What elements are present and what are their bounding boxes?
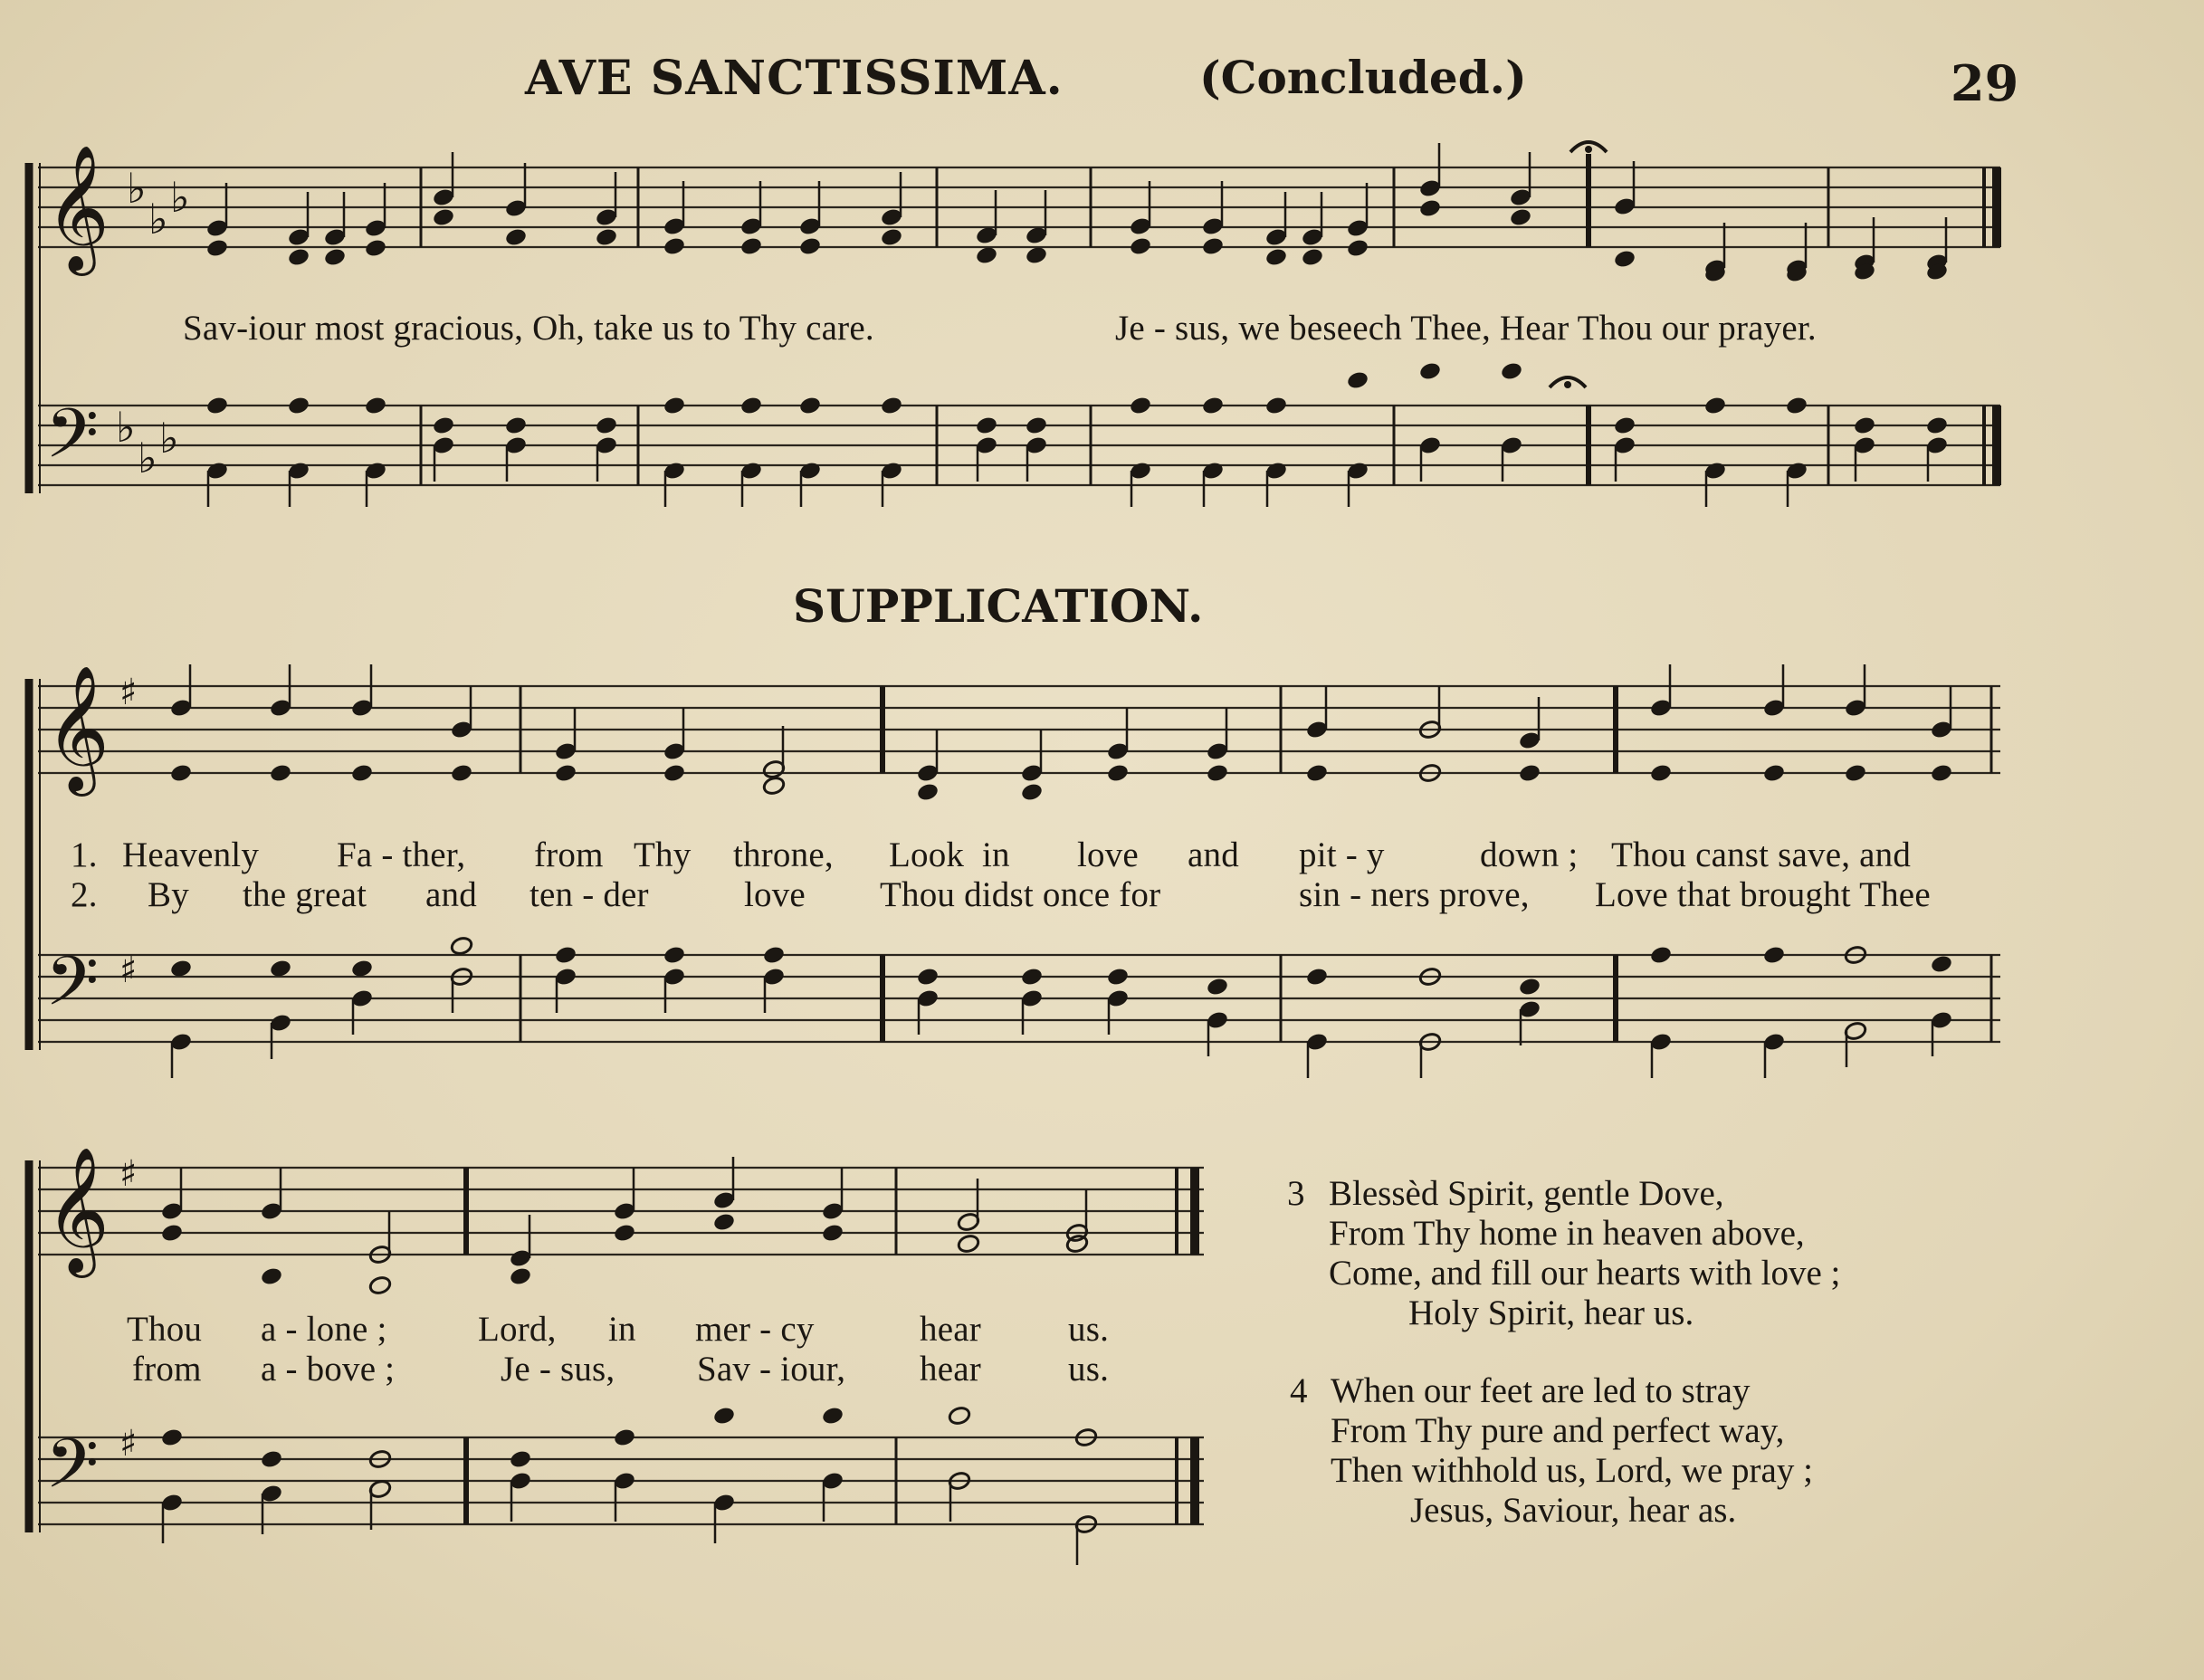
lyric-syllable: from [132,1350,202,1389]
note-head [364,238,387,259]
note-head [1418,361,1442,382]
note-head [1785,396,1808,416]
note-head [287,396,310,416]
note-head [350,763,374,784]
note-head [1346,238,1369,259]
note-head [504,227,528,248]
lyric-syllable: Je - sus, [501,1350,615,1389]
note-head [269,959,292,979]
note-head [1613,415,1636,436]
note-head [169,959,193,979]
lyric-syllable: ten - der [530,875,649,914]
note-head [762,776,786,797]
stanza-line: Jesus, Saviour, hear as. [1410,1491,1737,1530]
hymn-title: SUPPLICATION. [793,579,1204,633]
lyric-syllable: a - lone ; [261,1310,387,1349]
lyric-syllable: Sav - iour, [697,1350,846,1389]
lyric-syllable: Thou [127,1310,203,1349]
note-head [509,1449,532,1470]
note-head [1418,198,1442,219]
note-head [798,396,822,416]
note-head [269,763,292,784]
lyric-syllable: Thou didst once for [880,875,1161,914]
note-head [762,945,786,966]
note-head [663,396,686,416]
note-head [1518,763,1541,784]
svg-text:♯: ♯ [119,1153,138,1195]
note-head [350,959,374,979]
lyric-syllable: love [1077,835,1139,874]
svg-text:♭: ♭ [170,173,190,222]
note-head [1201,236,1225,257]
note-head [613,1223,636,1244]
note-head [364,396,387,416]
note-head [975,415,998,436]
note-head [1020,782,1044,803]
lyric-syllable: Heavenly [122,835,260,874]
note-head [798,236,822,257]
note-head [169,763,193,784]
stanza-number: 4 [1290,1371,1308,1410]
note-head [1518,977,1541,998]
note-head [1106,967,1130,988]
stanza-line: Holy Spirit, hear us. [1408,1293,1694,1332]
note-head [663,945,686,966]
note-head [916,782,940,803]
svg-text:♭: ♭ [127,164,147,213]
note-head [1925,415,1949,436]
ave-lyric-line-2: Je - sus, we beseech Thee, Hear Thou our prayer. [1115,309,1817,348]
ave-lyric-line-1: Sav-iour most gracious, Oh, take us to Thy care. [183,309,874,348]
note-head [916,967,940,988]
lyric-syllable: and [425,875,477,914]
note-head [1106,763,1130,784]
note-head [1305,967,1329,988]
note-head [1509,207,1532,228]
note-head [1613,249,1636,270]
note-head [160,1427,184,1448]
lyric-syllable: throne, [733,835,834,874]
svg-text:♯: ♯ [119,672,138,713]
note-head [260,1449,283,1470]
lyric-syllable: and [1188,835,1239,874]
stanza-line: Come, and fill our hearts with love ; [1329,1254,1841,1293]
note-head [160,1223,184,1244]
note-head [1762,763,1786,784]
lyric-syllable: 1. [71,835,98,874]
note-head [975,245,998,266]
note-head [1129,396,1152,416]
running-subtitle: (Concluded.) [1199,51,1527,104]
note-head [595,227,618,248]
note-head [663,763,686,784]
note-head [739,396,763,416]
note-head [554,763,577,784]
note-head [1025,415,1048,436]
svg-text:𝄢: 𝄢 [45,1424,100,1521]
lyric-syllable: Look [889,835,965,874]
note-head [957,1234,980,1255]
note-head [205,396,229,416]
note-head [287,247,310,268]
page-number: 29 [1951,54,2019,112]
note-head [504,415,528,436]
note-head [1346,370,1369,391]
note-head [1649,763,1673,784]
lyric-syllable: a - bove ; [261,1350,396,1389]
lyric-syllable: in [982,835,1010,874]
note-head [821,1406,844,1427]
note-head [1206,763,1229,784]
stanza-line: Then withhold us, Lord, we pray ; [1331,1451,1813,1490]
lyric-syllable: Fa - ther, [337,835,466,874]
note-head [1500,361,1523,382]
svg-text:♭: ♭ [138,434,157,482]
note-head [613,1427,636,1448]
lyric-syllable: Thou canst save, and [1611,835,1912,874]
note-head [205,238,229,259]
stanza-line: From Thy home in heaven above, [1329,1214,1805,1253]
lyric-syllable: hear [920,1310,981,1349]
note-head [1930,954,1953,975]
note-head [1649,945,1673,966]
note-head [1301,247,1324,268]
fermata-icon [1550,142,1607,387]
lyric-syllable: from [534,835,604,874]
note-head [368,1275,392,1296]
note-head [1201,396,1225,416]
note-head [260,1266,283,1287]
treble-clef-icon [45,145,110,1278]
note-head [509,1266,532,1287]
svg-text:𝄞: 𝄞 [45,1147,110,1273]
note-head [595,415,618,436]
bass-clef-icon [45,394,99,1521]
lyric-syllable: mer - cy [695,1310,815,1349]
note-head [432,207,455,228]
note-head [1305,763,1329,784]
svg-text:𝄞: 𝄞 [45,665,110,791]
stanza-line: When our feet are led to stray [1331,1371,1751,1410]
note-head [880,227,903,248]
note-head [450,763,473,784]
note-head [1844,763,1867,784]
note-head [712,1212,736,1233]
note-head [450,936,473,957]
note-head [432,415,455,436]
note-head [1703,396,1727,416]
lyric-syllable: the great [243,875,367,914]
stanza-line: From Thy pure and perfect way, [1331,1411,1785,1450]
note-head [880,396,903,416]
note-head [1762,945,1786,966]
note-head [1930,763,1953,784]
lyric-syllable: sin - ners prove, [1299,875,1530,914]
note-head [821,1223,844,1244]
svg-text:♯: ♯ [119,950,138,991]
note-head [1264,247,1288,268]
stanza-line: Blessèd Spirit, gentle Dove, [1329,1174,1724,1213]
system-brackets [29,163,40,1532]
lyric-syllable: Thy [634,835,692,874]
lyric-syllable: Love that brought Thee [1595,875,1931,914]
note-head [948,1406,971,1427]
note-head [663,236,686,257]
running-title: AVE SANCTISSIMA. [525,51,1064,106]
flat-icon [116,164,190,482]
note-head [1264,396,1288,416]
lyric-syllable: pit - y [1299,835,1385,874]
note-head [739,236,763,257]
note-head [323,247,347,268]
svg-text:𝄢: 𝄢 [45,941,100,1038]
svg-text:♭: ♭ [148,195,168,243]
lyric-syllable: us. [1068,1350,1110,1389]
note-head [1020,967,1044,988]
note-head [1853,415,1876,436]
note-head [1129,236,1152,257]
svg-text:𝄞: 𝄞 [45,145,110,271]
lyric-syllable: By [148,875,189,914]
lyric-syllable: love [744,875,806,914]
lyric-syllable: down ; [1480,835,1579,874]
lyric-syllable: in [608,1310,636,1349]
svg-text:♯: ♯ [119,1423,138,1465]
lyric-syllable: 2. [71,875,98,914]
note-head [1206,977,1229,998]
svg-text:♭: ♭ [159,414,179,463]
stanza-number: 3 [1287,1174,1305,1213]
svg-text:♭: ♭ [116,403,136,452]
note-head [1025,245,1048,266]
svg-text:𝄢: 𝄢 [45,394,100,491]
lyric-syllable: hear [920,1350,981,1389]
note-head [554,945,577,966]
note-head [712,1406,736,1427]
lyric-syllable: Lord, [478,1310,557,1349]
lyric-syllable: us. [1068,1310,1110,1349]
